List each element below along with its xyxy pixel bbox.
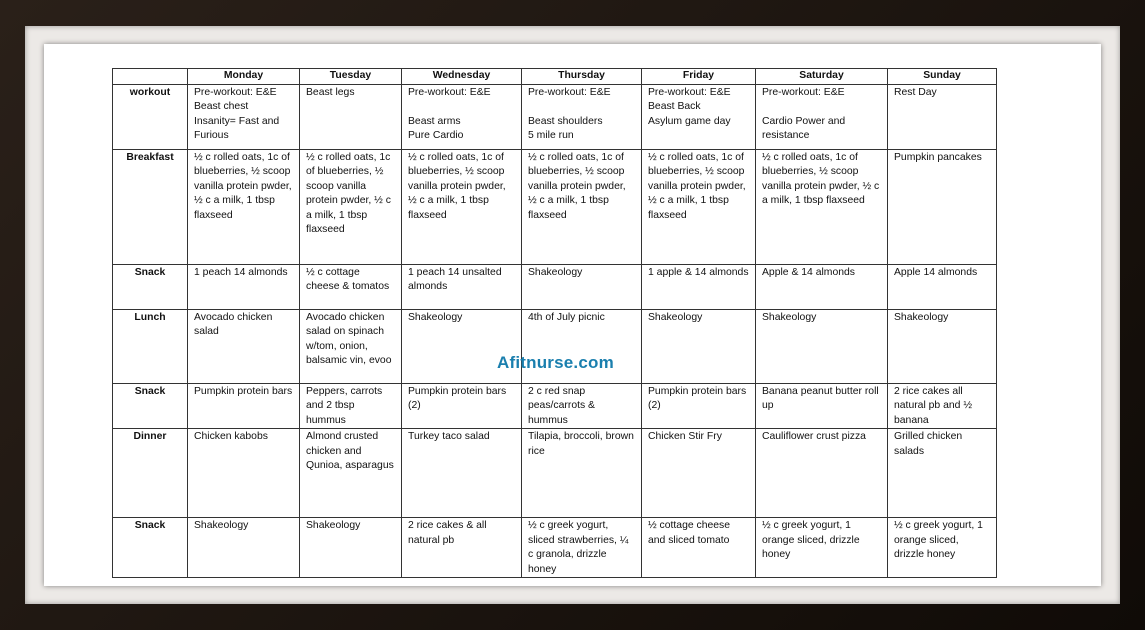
table-cell: ½ c rolled oats, 1c of blueberries, ½ scoop vanilla protein pwder, ½ c a milk, 1 tbsp flaxseed — [642, 149, 756, 264]
table-cell: Shakeology — [300, 518, 402, 578]
day-header: Friday — [642, 69, 756, 85]
table-cell: Avocado chicken salad on spinach w/tom, onion, balsamic vin, evoo — [300, 309, 402, 383]
meal-workout-plan-table — [112, 68, 997, 578]
table-cell: ½ c rolled oats, 1c of blueberries, ½ scoop vanilla protein pwder, ½ c a milk, 1 tbsp flaxseed — [756, 149, 888, 264]
table-cell: 4th of July picnic — [522, 309, 642, 383]
corner-cell — [113, 69, 188, 85]
table-cell: Shakeology — [888, 309, 997, 383]
row-label: workout — [113, 84, 188, 149]
table-cell: ½ c rolled oats, 1c of blueberries, ½ scoop vanilla protein pwder, ½ c a milk, 1 tbsp flaxseed — [188, 149, 300, 264]
table-cell: 1 peach 14 almonds — [188, 264, 300, 309]
table-cell: Shakeology — [402, 309, 522, 383]
table-cell: ½ c cottage cheese & tomatos — [300, 264, 402, 309]
table-row-snack — [113, 383, 997, 429]
table-cell: ½ c rolled oats, 1c of blueberries, ½ scoop vanilla protein pwder, ½ c a milk, 1 tbsp flaxseed — [402, 149, 522, 264]
table-row-workout — [113, 84, 997, 149]
table-cell: Cauliflower crust pizza — [756, 429, 888, 518]
watermark-text: Afitnurse.com — [497, 353, 614, 372]
table-cell: Beast legs — [300, 84, 402, 149]
row-label: Snack — [113, 264, 188, 309]
table-cell: Pre-workout: E&E Beast arms Pure Cardio — [402, 84, 522, 149]
table-cell: Pre-workout: E&E Cardio Power and resistance — [756, 84, 888, 149]
table-row-dinner — [113, 429, 997, 518]
table-cell: Pre-workout: E&E Beast Back Asylum game day — [642, 84, 756, 149]
day-header: Tuesday — [300, 69, 402, 85]
table-cell: Chicken Stir Fry — [642, 429, 756, 518]
table-cell: Peppers, carrots and 2 tbsp hummus — [300, 383, 402, 429]
table-cell: ½ c rolled oats, 1c of blueberries, ½ scoop vanilla protein pwder, ½ c a milk, 1 tbsp flaxseed — [300, 149, 402, 264]
table-cell: Pumpkin pancakes — [888, 149, 997, 264]
table-cell: Rest Day — [888, 84, 997, 149]
table-cell: Chicken kabobs — [188, 429, 300, 518]
table-cell: Tilapia, broccoli, brown rice — [522, 429, 642, 518]
table-cell: Pumpkin protein bars — [188, 383, 300, 429]
day-header: Sunday — [888, 69, 997, 85]
table-cell: 2 rice cakes all natural pb and ½ banana — [888, 383, 997, 429]
table-cell: 2 c red snap peas/carrots & hummus — [522, 383, 642, 429]
row-label: Breakfast — [113, 149, 188, 264]
row-label: Snack — [113, 383, 188, 429]
header-row — [113, 69, 997, 85]
row-label: Lunch — [113, 309, 188, 383]
table-cell: Shakeology — [522, 264, 642, 309]
table-cell: ½ c rolled oats, 1c of blueberries, ½ scoop vanilla protein pwder, ½ c a milk, 1 tbsp flaxseed — [522, 149, 642, 264]
table-cell: Avocado chicken salad — [188, 309, 300, 383]
table-cell: Apple & 14 almonds — [756, 264, 888, 309]
table-cell: Almond crusted chicken and Qunioa, asparagus — [300, 429, 402, 518]
table-cell: 2 rice cakes & all natural pb — [402, 518, 522, 578]
day-header: Thursday — [522, 69, 642, 85]
table-cell: Banana peanut butter roll up — [756, 383, 888, 429]
table-cell: Shakeology — [756, 309, 888, 383]
table-cell: Apple 14 almonds — [888, 264, 997, 309]
table-cell: 1 peach 14 unsalted almonds — [402, 264, 522, 309]
row-label: Snack — [113, 518, 188, 578]
day-header: Monday — [188, 69, 300, 85]
table-cell: Pre-workout: E&E Beast shoulders 5 mile run — [522, 84, 642, 149]
table-cell: ½ c greek yogurt, sliced strawberries, ¼ c granola, drizzle honey — [522, 518, 642, 578]
table-cell: Turkey taco salad — [402, 429, 522, 518]
table-cell: ½ cottage cheese and sliced tomato — [642, 518, 756, 578]
table-cell: ½ c greek yogurt, 1 orange sliced, drizzle honey — [756, 518, 888, 578]
table-cell: Pre-workout: E&E Beast chest Insanity= Fast and Furious — [188, 84, 300, 149]
day-header: Saturday — [756, 69, 888, 85]
table-cell: 1 apple & 14 almonds — [642, 264, 756, 309]
row-label: Dinner — [113, 429, 188, 518]
table-cell: Pumpkin protein bars (2) — [402, 383, 522, 429]
table-cell: Shakeology — [188, 518, 300, 578]
day-header: Wednesday — [402, 69, 522, 85]
table-cell: Shakeology — [642, 309, 756, 383]
table-cell: Grilled chicken salads — [888, 429, 997, 518]
document-page — [44, 44, 1101, 586]
table-cell: ½ c greek yogurt, 1 orange sliced, drizzle honey — [888, 518, 997, 578]
table-row-snack — [113, 264, 997, 309]
table-row-snack — [113, 518, 997, 578]
table-cell: Pumpkin protein bars (2) — [642, 383, 756, 429]
frame-mat — [25, 26, 1120, 604]
table-row-breakfast — [113, 149, 997, 264]
